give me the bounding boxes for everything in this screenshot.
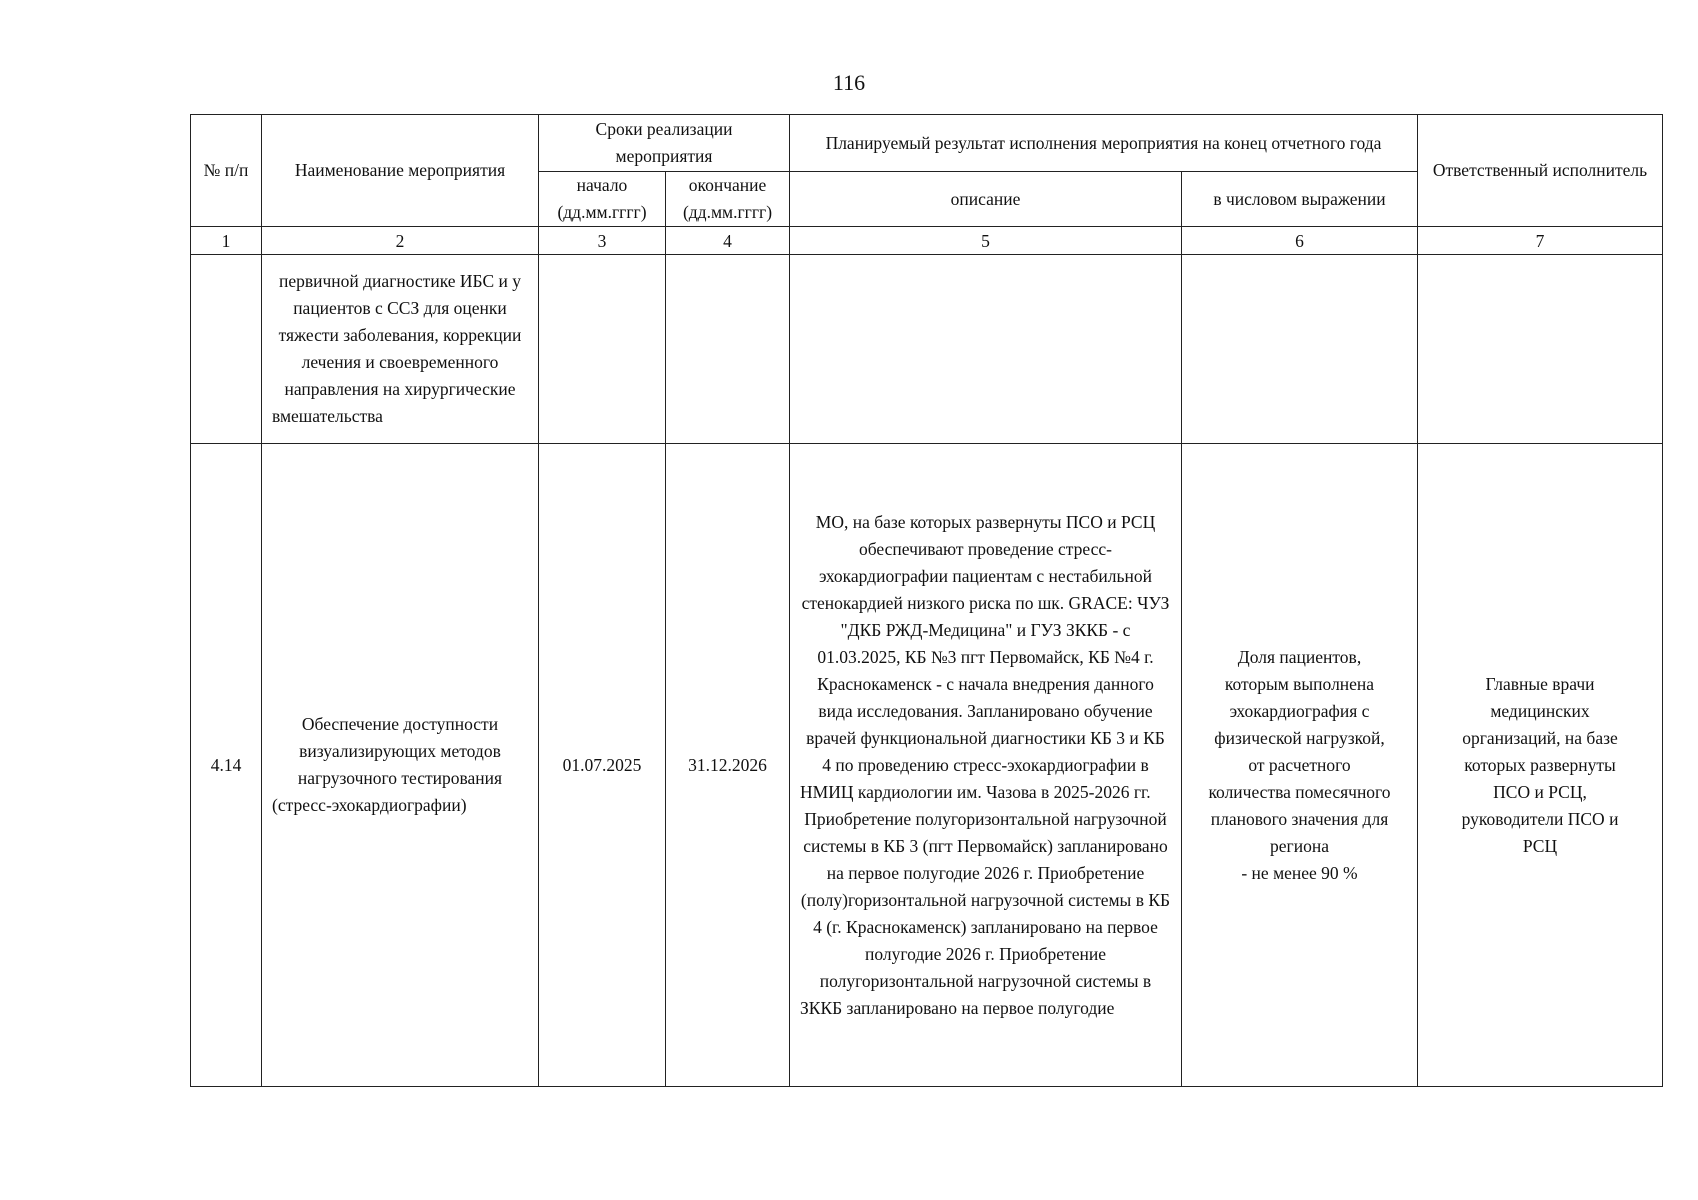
row-name: первичной диагностике ИБС и у пациентов с ССЗ для оценки тяжести заболевания, коррекции лечения и своевременного направления на хирургические вмешательства	[262, 255, 539, 444]
numeric-line: от расчетного	[1248, 754, 1351, 775]
row-numeric	[1182, 255, 1418, 444]
column-index: 7	[1418, 227, 1663, 255]
row-num: 4.14	[191, 444, 262, 1087]
row-num	[191, 255, 262, 444]
header-result: Планируемый результат исполнения мероприятия на конец отчетного года	[790, 115, 1418, 172]
column-index: 4	[666, 227, 790, 255]
header-terms: Сроки реализации мероприятия	[539, 115, 790, 172]
column-index: 1	[191, 227, 262, 255]
numeric-line: региона	[1270, 835, 1329, 856]
row-end: 31.12.2026	[666, 444, 790, 1087]
header-end: окончание (дд.мм.гггг)	[666, 172, 790, 227]
header-row-top	[191, 115, 1663, 172]
numeric-line: Доля пациентов,	[1237, 646, 1362, 667]
responsible-line: Главные врачи	[1485, 673, 1595, 694]
responsible-line: РСЦ	[1522, 835, 1558, 856]
table-row	[191, 444, 1663, 1087]
header-start: начало (дд.мм.гггг)	[539, 172, 666, 227]
header-description: описание	[790, 172, 1182, 227]
responsible-line: организаций, на базе	[1462, 727, 1618, 748]
description-paragraph: Приобретение полугоризонтальной нагрузочной системы в КБ 3 (пгт Первомайск) запланировано на первое полугодие 2026 г. Приобретение (полу)горизонтальной нагрузочной системы в КБ 4 (г. Краснокаменск) запланировано на первое полугодие 2026 г. Приобретение полугоризонтальной нагрузочной системы в ЗККБ запланировано на первое полугодие	[800, 808, 1171, 1018]
numeric-line: количества помесячного	[1208, 781, 1391, 802]
table-row	[191, 255, 1663, 444]
row-responsible	[1418, 255, 1663, 444]
row-description	[790, 444, 1182, 1087]
column-index-row	[191, 227, 1663, 255]
header-num: № п/п	[191, 115, 262, 227]
header-name: Наименование мероприятия	[262, 115, 539, 227]
measures-table	[190, 114, 1663, 1087]
row-start	[539, 255, 666, 444]
description-paragraph: МО, на базе которых развернуты ПСО и РСЦ обеспечивают проведение стресс-эхокардиографии пациентам с нестабильной стенокардией низкого риска по шк. GRACE: ЧУЗ "ДКБ РЖД-Медицина" и ГУЗ ЗККБ - с 01.03.2025, КБ №3 пгт Первомайск, КБ №4 г. Краснокаменск - с начала внедрения данного вида исследования. Запланировано обучение врачей функциональной диагностики КБ 3 и КБ 4 по проведению стресс-эхокардиографии в НМИЦ кардиологии им. Чазова в 2025-2026 гг.	[800, 511, 1170, 802]
responsible-line: медицинских	[1490, 700, 1590, 721]
responsible-line: которых развернуты	[1464, 754, 1616, 775]
column-index: 5	[790, 227, 1182, 255]
header-numeric: в числовом выражении	[1182, 172, 1418, 227]
row-end	[666, 255, 790, 444]
row-numeric	[1182, 444, 1418, 1087]
column-index: 2	[262, 227, 539, 255]
responsible-line: руководители ПСО и	[1461, 808, 1619, 829]
numeric-line: эхокардиография с	[1229, 700, 1370, 721]
page-number: 116	[832, 70, 866, 95]
column-index: 6	[1182, 227, 1418, 255]
row-name: Обеспечение доступности визуализирующих методов нагрузочного тестирования (стресс-эхокардиографии)	[262, 444, 539, 1087]
row-start: 01.07.2025	[539, 444, 666, 1087]
column-index: 3	[539, 227, 666, 255]
numeric-line: - не менее 90 %	[1241, 862, 1358, 883]
numeric-line: физической нагрузкой,	[1214, 727, 1385, 748]
numeric-line: планового значения для	[1210, 808, 1389, 829]
header-responsible: Ответственный исполнитель	[1418, 115, 1663, 227]
row-responsible	[1418, 444, 1663, 1087]
responsible-line: ПСО и РСЦ,	[1493, 781, 1587, 802]
numeric-line: которым выполнена	[1224, 673, 1375, 694]
row-description	[790, 255, 1182, 444]
